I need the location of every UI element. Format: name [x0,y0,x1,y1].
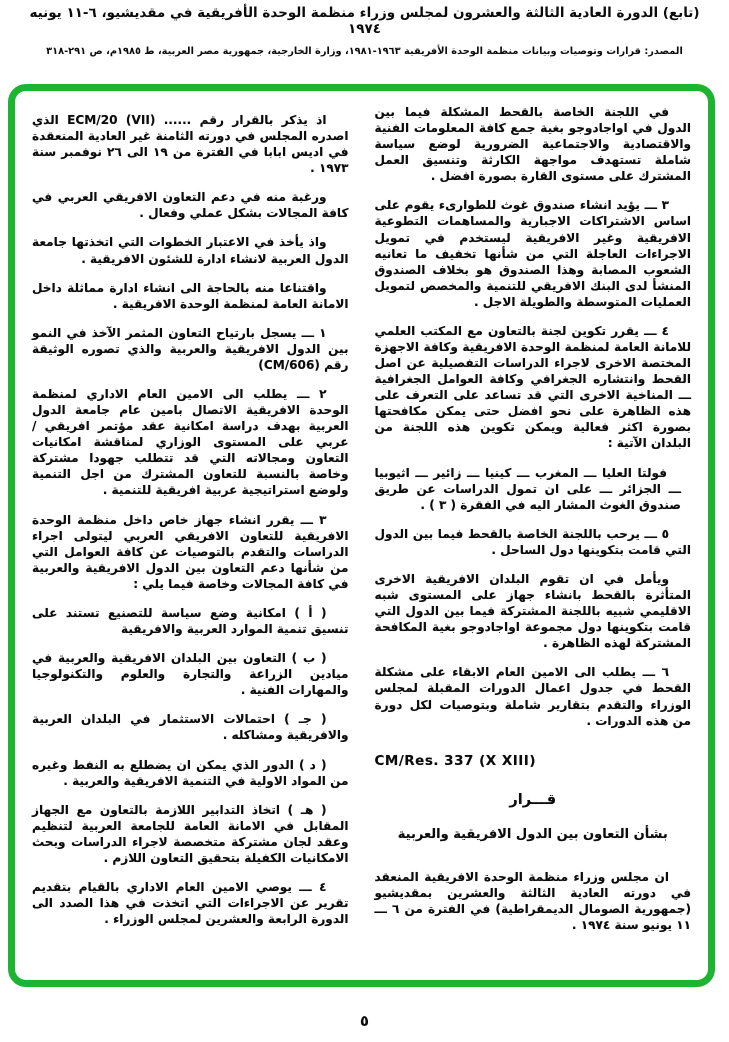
clause-4-study-committee: ٤ ـــ يقرر تكوين لجنة بالتعاون مع المكتب العلمي للامانة العامة لمنظمة الوحدة الافريقية وكافة الاجهزة المختصة الاخرى لاجراء الدراسات التفصيلية عن اصل القحط وانتشاره الجغرافي وكافة العوامل الجغرافية ـــ المناخية الاخرى التي قد تساعد على التعرف على هذه الظاهرة على نحو افضل حتى يمكن مكافحتها بصورة اكثر فعالية ويمكن تكوين هذه اللجنة من البلدان الآتية : [374,323,691,451]
hope-clause: ويأمل في ان تقوم البلدان الافريقية الاخرى المتأثرة بالقحط بانشاء جهاز على المستوى شبه الاقليمي شبيه باللجنة المشتركة فيما بين الدول التي قامت بتكوينها دول مجموعة اواجادوجو بغية المكافحة المشتركة لهذه الظاهرة . [374,571,691,651]
clause-2-contact-arab-league: ٢ ـــ يطلب الى الامين العام الاداري لمنظمة الوحدة الافريقية الاتصال بامين عام جامعة الدول العربية بهدف دراسة امكانية عقد مؤتمر افريقي / عربي على المستوى الوزاري لمناقشة امكانيات التعاون ومجالاته التي قد تتطلب جهودا مشتركة وخاصة بالنسبة للتعاون المشترك من اجل التنمية ولوضع استراتيجية عربية افريقية للتنمية . [32,387,349,498]
subclause-e-joint-committees: ( هـ ) اتخاذ التدابير اللازمة بالتعاون مع الجهاز المقابل في الامانة العامة للجامعة العربية لتنظيم وعقد لجان مشتركة متخصصة لاجراء الدراسات وبحث الامكانيات الكفيلة بتحقيق التعاون اللازم . [32,802,349,865]
resolution-number: CM/Res. 337 (X XIII) [374,752,536,769]
committee-member-countries: فولتا العليا ـــ المغرب ـــ كينيا ـــ زائير ـــ اثيوبيا ـــ الجزائر ـــ على ان تمول الدراسات عن طريق صندوق الغوث المشار اليه في الفقرة ( ٣ ) . [374,465,681,512]
clause-5-welcome-sahel-committee: ٥ ـــ يرحب باللجنة الخاصة بالقحط فيما بين الدول التي قامت بتكوينها دول الساحل . [374,526,691,557]
right-column [375,104,692,970]
two-column-layout [15,91,708,980]
recall-clause-ecm20: اذ يذكر بالقرار رقم ...... ECM/20 (VII) الذي اصدره المجلس في دورته الثامنة غير العادية المنعقدة في اديس ابابا في الفترة من ١٩ الى ٢٦ نوفمبر سنة ١٩٧٣ . [32,113,349,176]
subclause-a-industrial-policy: ( أ ) امكانية وضع سياسة للتصنيع تستند على تنسيق تنمية الموارد العربية والافريقية [32,605,349,637]
source-citation: المصدر: قرارات وتوصيات وبيانات منظمة الوحدة الأفريقية ١٩٦٣-١٩٨١، وزارة الخارجية، جمهورية مصر العربية، ط ١٩٨٥م، ص ٢٩١-٣١٨ [46,46,683,57]
subclause-d-oil-raw-materials: ( د ) الدور الذي يمكن ان يضطلع به النفط وغيره من المواد الاولية في التنمية الافريقية والعربية . [32,757,349,788]
green-border-frame [8,84,715,987]
left-column [32,104,349,970]
subclause-b-fields-of-cooperation: ( ب ) التعاون بين البلدان الافريقية والعربية في ميادين الزراعة والتجارة والعلوم والتكنولوجيا والمهارات الفنية . [32,651,349,698]
resolution-subject: بشأن التعاون بين الدول الافريقية والعربية [397,826,668,842]
session-title: (تابع) الدورة العادية الثالثة والعشرون لمجلس وزراء منظمة الوحدة الأفريقية في مقديشيو، ٦-١١ يونيه ١٩٧٤ [29,5,700,37]
paragraph-drought-committee-continuation: في اللجنة الخاصة بالقحط المشكلة فيما بين الدول في اواجادوجو بغية جمع كافة المعلومات الفنية والاقتصادية والاجتماعية الضرورية لوضع سياسة شاملة تستهدف مواجهة الكارثة وتنسيق العمل المشترك على مستوى القارة بصورة افضل . [374,105,691,184]
considering-clause: واذ يأخذ في الاعتبار الخطوات التي اتخذتها جامعة الدول العربية لانشاء ادارة للشئون الافريقية . [32,235,349,266]
page-header [14,5,715,57]
page-number: ٥ [359,1012,370,1030]
clause-1-notes-cooperation: ١ ـــ يسجل بارتياح التعاون المثمر الآخذ في النمو بين الدول الافريقية والعربية والذي تصوره الوثيقة رقم (CM/606) [32,325,349,372]
resolution-title: قـــرار [509,791,557,808]
desire-clause: ورغبة منه في دعم التعاون الافريقي العربي في كافة المجالات بشكل عملي وفعال . [32,190,349,221]
clause-3-relief-fund: ٣ ـــ يؤيد انشاء صندوق غوث للطوارىء يقوم على اساس الاشتراكات الاجبارية والمساهمات التطوعية الافريقية وغير الافريقية ليستخدم في تمويل الاجراءات العاجلة التي من شأنها تخفيف ما تعانيه الشعوب المصابة وهذا الصندوق هو بخلاف الصندوق المنشأ لدى البنك الافريقي للتنمية والمخصص لتمويل العمليات المتوسطة والطويلة الاجل . [374,198,691,309]
clause-4-report-recommendation: ٤ ـــ يوصي الامين العام الاداري بالقيام بتقديم تقرير عن الاجراءات التي اتخذت في هذا الصدد الى الدورة الرابعة والعشرين لمجلس الوزراء . [32,879,349,927]
resolution-preamble: ان مجلس وزراء منظمة الوحدة الافريقية المنعقد في دورته العادية الثالثة والعشرين بمقديشيو (جمهورية الصومال الديمقراطية) في الفترة من ٦ ـــ ١١ يونيو سنة ١٩٧٤ . [374,870,691,933]
conviction-clause: واقتناعا منه بالحاجة الى انشاء ادارة مماثلة داخل الامانة العامة لمنظمة الوحدة الافريقية . [32,280,349,311]
subclause-c-investment: ( جـ ) احتمالات الاستثمار في البلدان العربية والافريقية ومشاكله . [32,712,349,743]
clause-6-agenda-request: ٦ ـــ يطلب الى الامين العام الابقاء على مشكلة القحط في جدول اعمال الدورات المقبلة لمجلس الوزراء والتقدم بتقارير شاملة وبتوصيات لكل دورة من هذه الدورات . [374,665,691,728]
clause-3-special-organ: ٣ ـــ يقرر انشاء جهاز خاص داخل منظمة الوحدة الافريقية للتعاون الافريقي العربي ليتولى اجراء الدراسات والتقدم بالتوصيات عن كافة العوامل التي من شأنها دعم التعاون بين الدول الافريقية والعربية في كافة المجالات وخاصة فيما يلي : [32,512,349,591]
